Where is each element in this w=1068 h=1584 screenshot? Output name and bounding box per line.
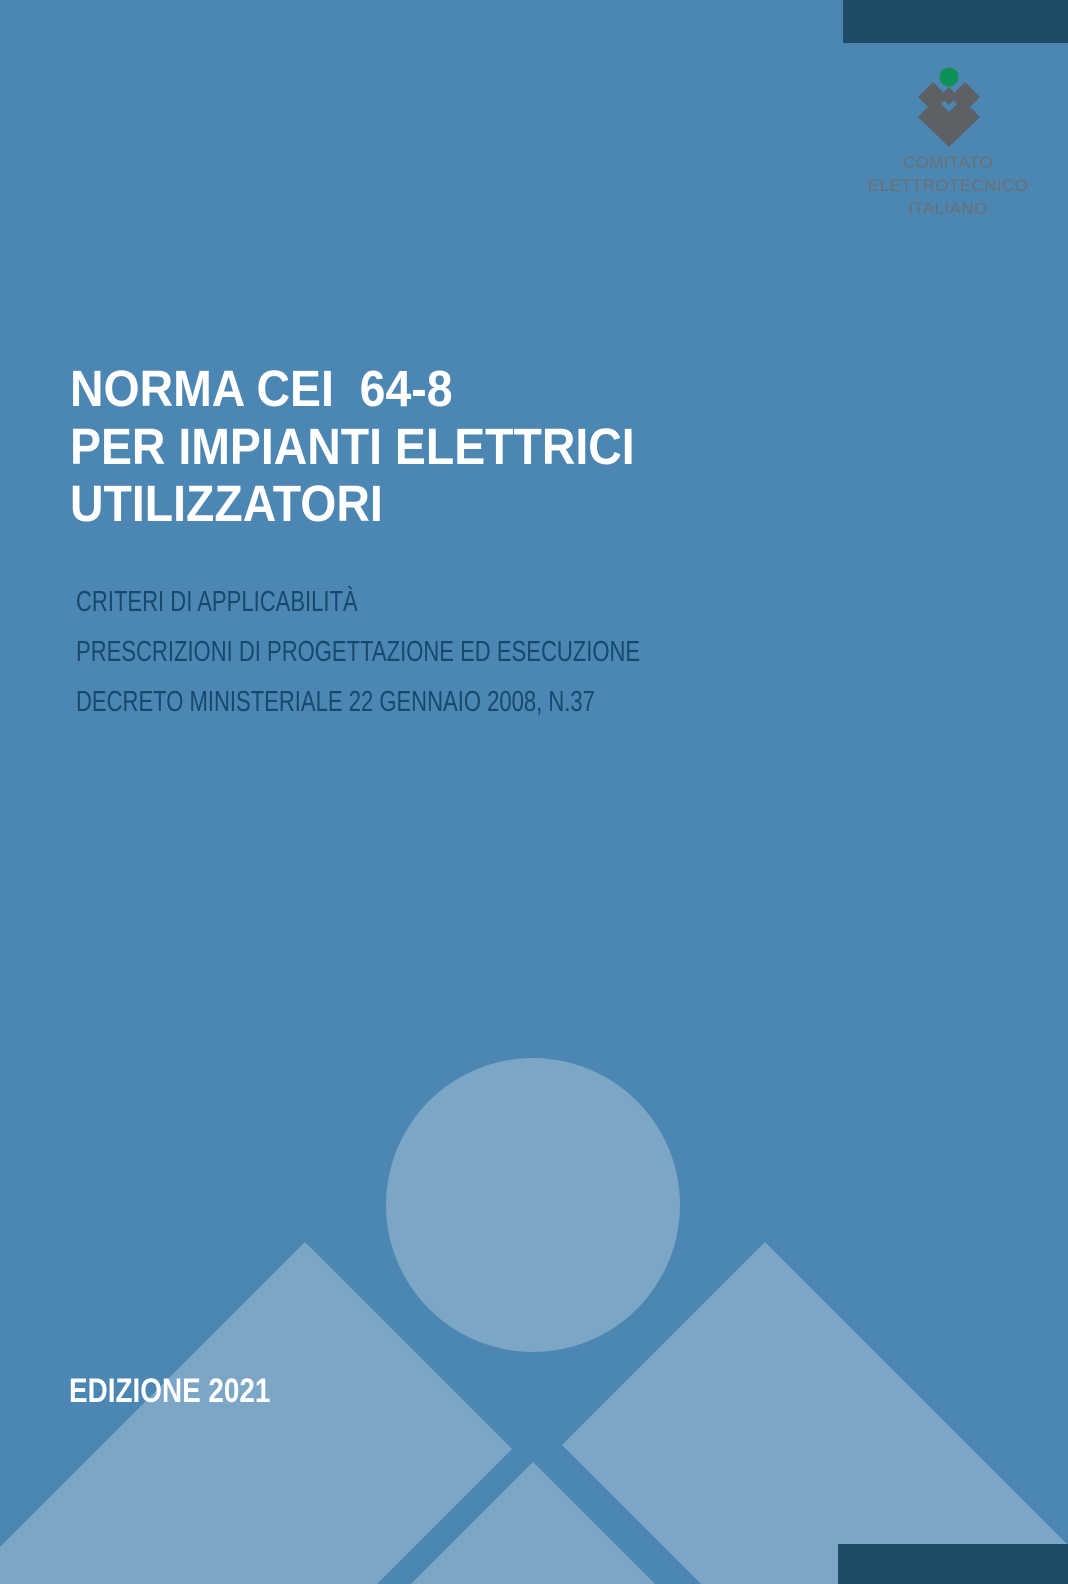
org-name-line: COMITATO: [902, 153, 994, 172]
subtitle-line: CRITERI DI APPLICABILITÀ: [76, 586, 358, 618]
title-line: NORMA CEI 64-8: [70, 360, 453, 417]
org-name-line: ELETTROTECNICO: [867, 176, 1029, 195]
circle-decoration: [386, 1058, 680, 1352]
title-line: UTILIZZATORI: [70, 475, 383, 532]
organization-block: [848, 66, 1048, 220]
cover-subtitles: [76, 577, 818, 727]
logo-center-diamond: [940, 87, 958, 105]
bottom-right-navy-bar: [838, 1544, 1068, 1584]
org-name-line: ITALIANO: [908, 199, 988, 218]
cei-diamond-logo-icon: [916, 66, 980, 148]
edition-label: EDIZIONE 2021: [69, 1372, 271, 1410]
subtitle-line: PRESCRIZIONI DI PROGETTAZIONE ED ESECUZIONE: [76, 636, 641, 668]
top-right-navy-bar: [843, 0, 1068, 43]
subtitle-line: DECRETO MINISTERIALE 22 GENNAIO 2008, N.37: [76, 686, 595, 718]
cover-title: [70, 360, 691, 533]
organization-name: [868, 151, 1029, 220]
logo-green-ball: [940, 68, 959, 87]
title-line: PER IMPIANTI ELETTRICI: [70, 417, 635, 475]
